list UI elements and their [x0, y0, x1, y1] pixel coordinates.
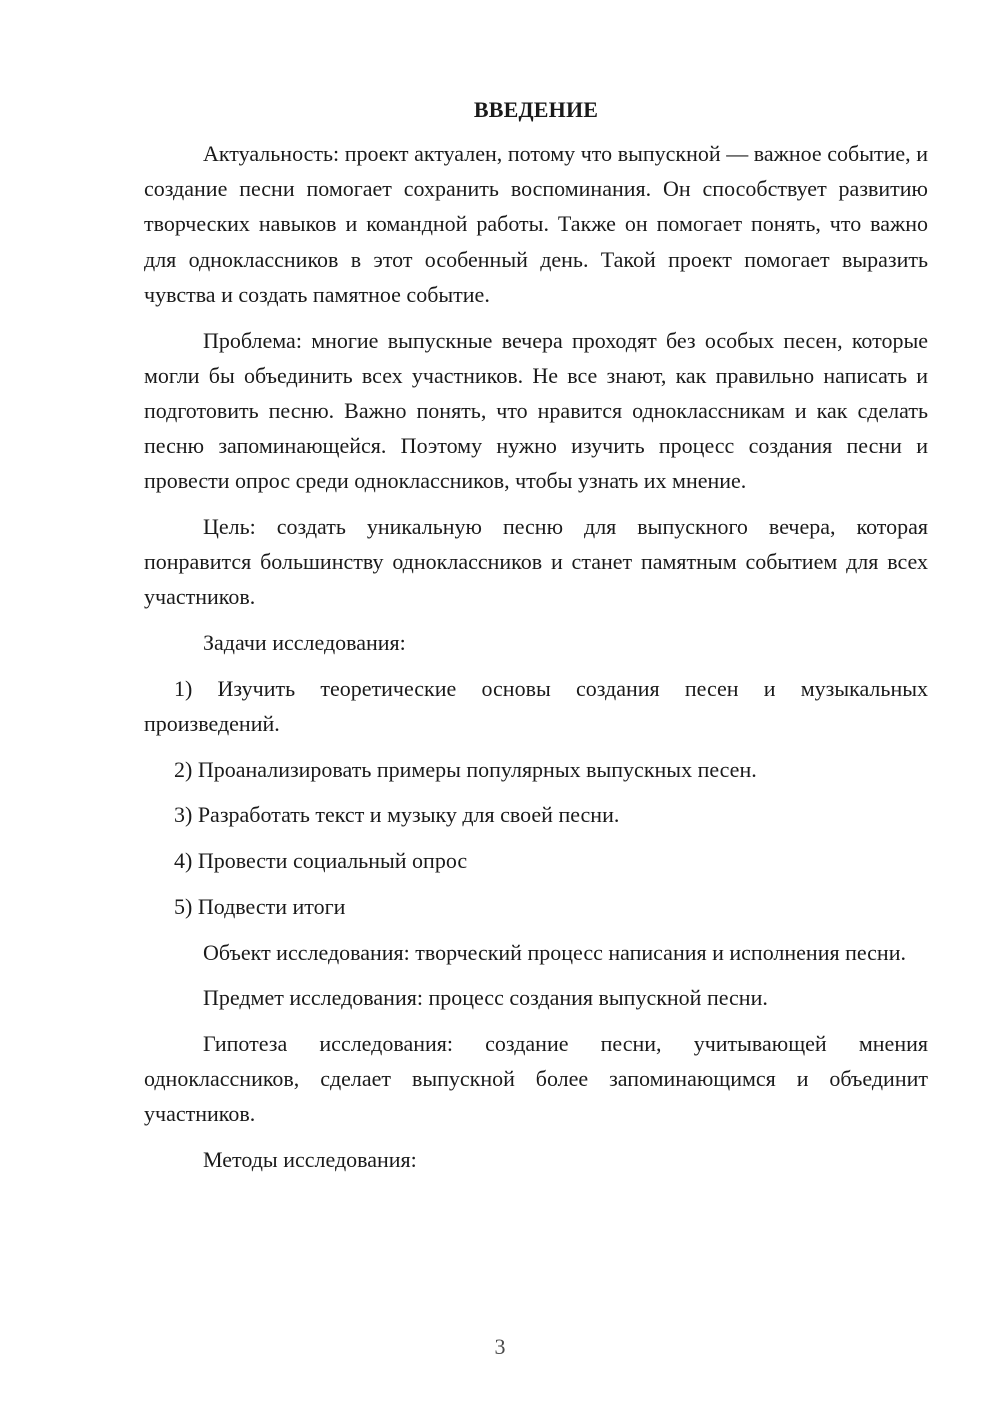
relevance-paragraph: Актуальность: проект актуален, потому что выпускной — важное событие, и создание песни помогает сохранить воспоминания. Он способствует развитию творческих навыков и командной работы. Также он помогает понять, что важно для одноклассников в этот особенный день. Такой проект помогает выразить чувства и создать памятное событие. [144, 141, 928, 307]
task-item-1: 1) Изучить теоретические основы создания песен и музыкальных произведений. [144, 675, 928, 737]
tasks-list [144, 671, 928, 924]
task-item-2: 2) Проанализировать примеры популярных выпускных песен. [174, 756, 757, 782]
object-paragraph: Объект исследования: творческий процесс написания и исполнения песни. [203, 939, 906, 965]
problem-paragraph: Проблема: многие выпускные вечера проходят без особых песен, которые могли бы объединить всех участников. Не все знают, как правильно написать и подготовить песню. Важно понять, что нравится одноклассникам и как сделать песню запоминающейся. Поэтому нужно изучить процесс создания песни и провести опрос среди одноклассников, чтобы узнать их мнение. [144, 327, 928, 494]
hypothesis-paragraph: Гипотеза исследования: создание песни, учитывающей мнения одноклассников, сделает выпускной более запоминающимся и объединит участников. [144, 1030, 928, 1127]
goal-paragraph: Цель: создать уникальную песню для выпускного вечера, которая понравится большинству одноклассников и станет памятным событием для всех участников. [144, 514, 928, 610]
page-number: 3 [494, 1334, 506, 1359]
methods-heading: Методы исследования: [203, 1147, 417, 1173]
section-title: ВВЕДЕНИЕ [473, 97, 599, 122]
tasks-heading: Задачи исследования: [203, 630, 406, 656]
task-item-3: 3) Разработать текст и музыку для своей песни. [174, 802, 620, 828]
subject-paragraph: Предмет исследования: процесс создания выпускной песни. [203, 985, 768, 1011]
document-page [144, 96, 928, 1188]
task-item-4: 4) Провести социальный опрос [174, 848, 468, 874]
task-item-5: 5) Подвести итоги [174, 893, 346, 919]
